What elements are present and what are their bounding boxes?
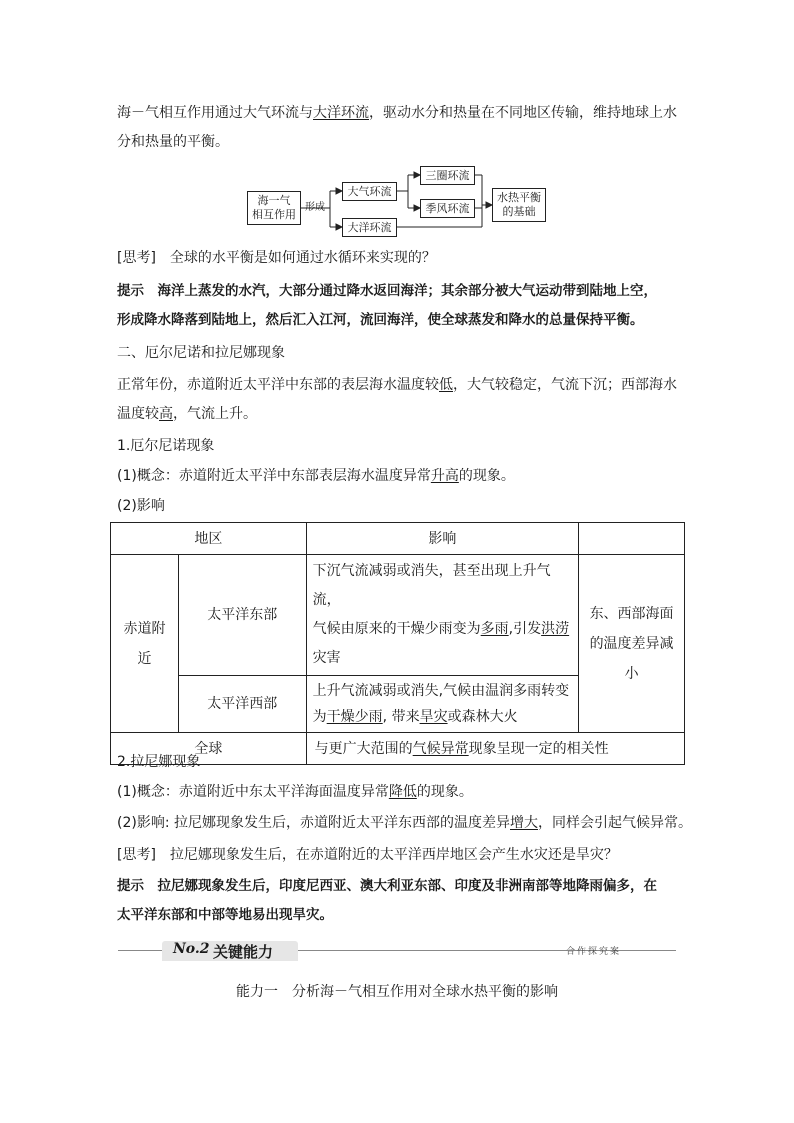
section2-title: 二、厄尔尼诺和拉尼娜现象 bbox=[117, 345, 285, 361]
cell-west-impact: 上升气流减弱或消失,气候由温润多雨转变 为干燥少雨, 带来旱灾或森林大火 bbox=[306, 676, 578, 733]
ocean-box: 大洋环流 bbox=[342, 218, 397, 237]
cell-equator: 赤道附近 bbox=[111, 555, 179, 733]
think2-answer-1: 提示 拉尼娜现象发生后，印度尼西亚、澳大利亚东部、印度及非洲南部等地降雨偏多，在 bbox=[117, 878, 657, 894]
three-cell-box: 三圈环流 bbox=[420, 166, 475, 185]
lanina-impact: (2)影响: 拉尼娜现象发生后，赤道附近太平洋东西部的温度差异增大，同样会引起气候异常。 bbox=[117, 815, 692, 831]
result-box: 水热平衡 的基础 bbox=[492, 188, 546, 222]
diagram-connectors bbox=[0, 0, 794, 260]
cell-global: 全球 bbox=[111, 733, 307, 765]
intro-line-1: 海－气相互作用通过大气环流与大洋环流，驱动水分和热量在不同地区传输，维持地球上水 bbox=[117, 105, 677, 121]
elnino-concept: (1)概念：赤道附近太平洋中东部表层海水温度异常升高的现象。 bbox=[117, 468, 515, 484]
verb-label: 形成 bbox=[305, 202, 325, 213]
normal-line-2: 温度较高，气流上升。 bbox=[117, 406, 257, 422]
cell-global-impact: 与更广大范围的气候异常现象呈现一定的相关性 bbox=[306, 733, 684, 765]
think1-answer-2: 形成降水降落到陆地上，然后汇入江河，流回海洋，使全球蒸发和降水的总量保持平衡。 bbox=[117, 312, 644, 328]
cell-east-impact: 下沉气流减弱或消失，甚至出现上升气流， 气候由原来的干燥少雨变为多雨,引发洪涝 灾害 bbox=[306, 555, 578, 676]
lanina-title: 2.拉尼娜现象 bbox=[117, 754, 201, 770]
table-row-east bbox=[111, 555, 685, 676]
lanina-concept: (1)概念：赤道附近中东太平洋海面温度异常降低的现象。 bbox=[117, 784, 473, 800]
cell-west: 太平洋西部 bbox=[178, 676, 306, 733]
think1-question: [思考] 全球的水平衡是如何通过水循环来实现的？ bbox=[117, 250, 436, 266]
table-header-row bbox=[111, 523, 685, 555]
atmos-box: 大气环流 bbox=[342, 182, 397, 201]
think1-answer-1: 提示 海洋上蒸发的水汽，大部分通过降水返回海洋；其余部分被大气运动带到陆地上空， bbox=[117, 283, 657, 299]
intro-line-2: 分和热量的平衡。 bbox=[117, 134, 229, 150]
think2-question: [思考] 拉尼娜现象发生后，在赤道附近的太平洋西岸地区会产生水灾还是旱灾？ bbox=[117, 847, 618, 863]
elnino-impact-label: (2)影响 bbox=[117, 498, 165, 514]
ability-title: 能力一 分析海－气相互作用对全球水热平衡的影响 bbox=[236, 984, 558, 1000]
header-region: 地区 bbox=[111, 523, 307, 555]
cell-east: 太平洋东部 bbox=[178, 555, 306, 676]
banner-number: No.2 bbox=[173, 941, 210, 957]
header-empty bbox=[579, 523, 685, 555]
normal-line-1: 正常年份，赤道附近太平洋中东部的表层海水温度较低，大气较稳定，气流下沉；西部海水 bbox=[117, 377, 677, 393]
header-impact: 影响 bbox=[306, 523, 578, 555]
banner-title: 关键能力 bbox=[213, 943, 274, 961]
source-box: 海一气 相互作用 bbox=[247, 191, 301, 225]
cell-temp-diff: 东、西部海面的温度差异减小 bbox=[579, 555, 685, 733]
elnino-impact-table bbox=[110, 522, 685, 765]
banner-right-label: 合作探究案 bbox=[566, 947, 622, 957]
monsoon-box: 季风环流 bbox=[420, 199, 475, 218]
think2-answer-2: 太平洋东部和中部等地易出现旱灾。 bbox=[117, 907, 333, 923]
elnino-title: 1.厄尔尼诺现象 bbox=[117, 438, 215, 454]
